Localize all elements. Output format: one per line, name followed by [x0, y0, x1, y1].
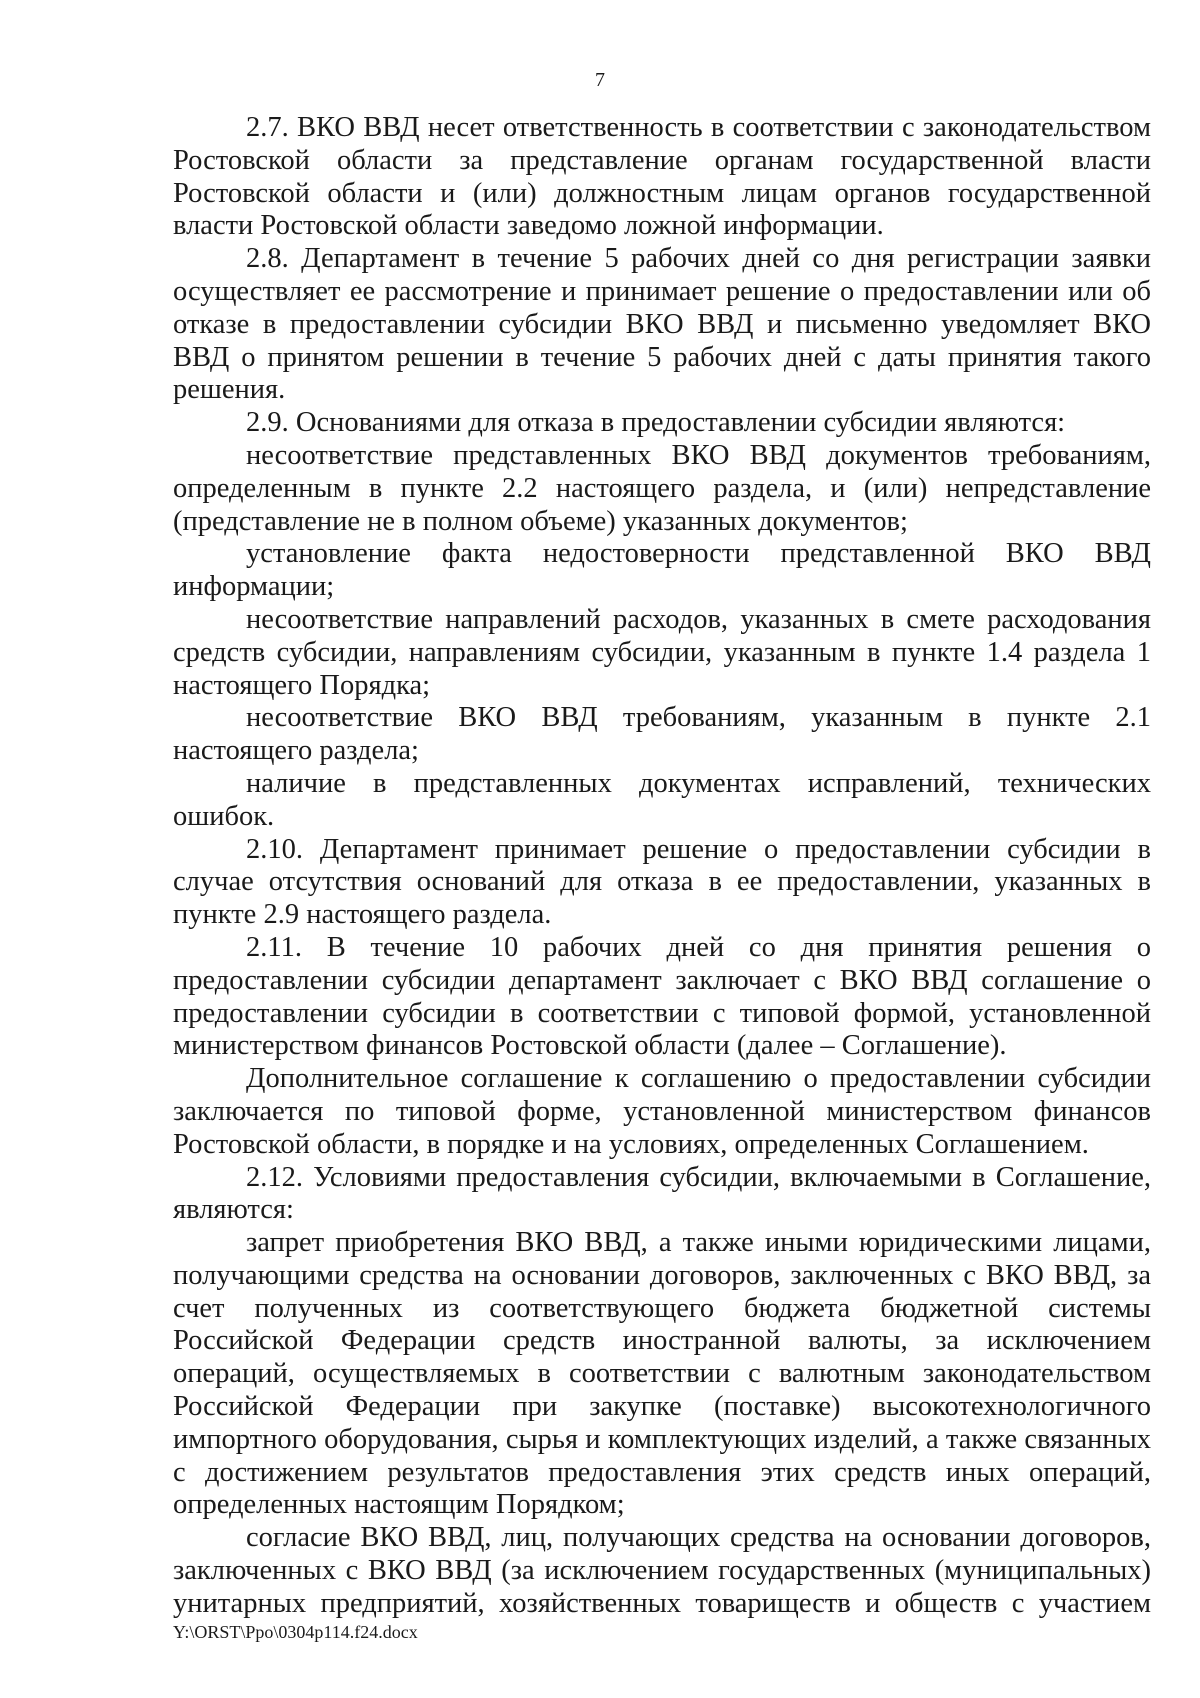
condition-currency-ban: запрет приобретения ВКО ВВД, а также иными юридическими лицами, получающими средства на основании договоров, заключенных с ВКО ВВД, за счет полученных из соответствующего бюджета бюджетной системы Российской Федерации средств иностранной валюты, за исключением операций, осуществляемых в соответствии с валютным законодательством Российской Федерации при закупке (поставке) высокотехнологичного импортного оборудования, сырья и комплектующих изделий, а также связанных с достижением результатов предоставления этих средств иных операций, определенных настоящим Порядком; [173, 1227, 1151, 1521]
refusal-ground-1: несоответствие представленных ВКО ВВД документов требованиям, определенным в пункте 2.2 настоящего раздела, и (или) непредставление (представление не в полном объеме) указанных документов; [173, 439, 1151, 537]
paragraph-2-10: 2.10. Департамент принимает решение о предоставлении субсидии в случае отсутствия оснований для отказа в ее предоставлении, указанных в пункте 2.9 настоящего раздела. [173, 833, 1151, 931]
document-body [173, 112, 1151, 1621]
refusal-ground-2: установление факта недостоверности представленной ВКО ВВД информации; [173, 538, 1151, 603]
additional-agreement-paragraph: Дополнительное соглашение к соглашению о предоставлении субсидии заключается по типовой форме, установленной министерством финансов Ростовской области, в порядке и на условиях, определенных Соглашением. [173, 1063, 1151, 1160]
paragraph-2-12: 2.12. Условиями предоставления субсидии, включаемыми в Соглашение, являются: [173, 1161, 1151, 1226]
refusal-ground-5: наличие в представленных документах исправлений, технических ошибок. [173, 767, 1151, 832]
refusal-ground-3: несоответствие направлений расходов, указанных в смете расходования средств субсидии, направлениям субсидии, указанным в пункте 1.4 раздела 1 настоящего Порядка; [173, 603, 1151, 701]
refusal-ground-4: несоответствие ВКО ВВД требованиям, указанным в пункте 2.1 настоящего раздела; [173, 702, 1151, 767]
footer-file-path: Y:\ORST\Ppo\0304p114.f24.docx [173, 1622, 418, 1642]
condition-consent: согласие ВКО ВВД, лиц, получающих средства на основании договоров, заключенных с ВКО ВВД (за исключением государственных (муниципальных) унитарных предприятий, хозяйственных товариществ и обществ с участием [173, 1522, 1151, 1619]
paragraph-2-8: 2.8. Департамент в течение 5 рабочих дней со дня регистрации заявки осуществляет ее рассмотрение и принимает решение о предоставлении или об отказе в предоставлении субсидии ВКО ВВД и письменно уведомляет ВКО ВВД о принятом решении в течение 5 рабочих дней с даты принятия такого решения. [173, 243, 1151, 406]
paragraph-2-11: 2.11. В течение 10 рабочих дней со дня принятия решения о предоставлении субсидии департамент заключает с ВКО ВВД соглашение о предоставлении субсидии в соответствии с типовой формой, установленной министерством финансов Ростовской области (далее – Соглашение). [173, 931, 1151, 1062]
paragraph-2-9: 2.9. Основаниями для отказа в предоставлении субсидии являются: [246, 407, 1066, 439]
page-number: 7 [595, 69, 605, 91]
paragraph-2-7: 2.7. ВКО ВВД несет ответственность в соответствии с законодательством Ростовской области за представление органам государственной власти Ростовской области и (или) должностным лицам органов государственной власти Ростовской области заведомо ложной информации. [173, 112, 1151, 242]
